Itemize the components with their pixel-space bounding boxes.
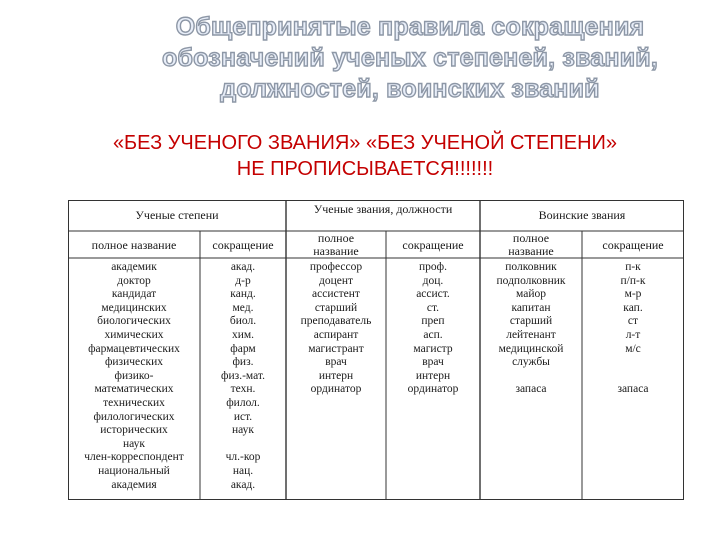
subtitle-line-2: НЕ ПРОПИСЫВАЕТСЯ!!!!!!!	[236, 158, 494, 180]
table-cell: наук	[231, 424, 254, 437]
table-cell: хим.	[231, 328, 255, 341]
military-abbr-column	[582, 261, 684, 397]
table-cell: филол.	[226, 396, 260, 409]
table-cell: преподаватель	[300, 315, 372, 328]
table-cell: магистр	[413, 342, 453, 355]
table-cell	[582, 370, 684, 384]
table-cell: математических	[94, 383, 174, 396]
table-cell: акад.	[230, 261, 256, 273]
subheader-abbr-military: сокращение	[602, 238, 664, 252]
slide-title	[150, 12, 670, 105]
table-cell: технических	[103, 396, 165, 409]
table-cell: преп	[421, 315, 445, 328]
subheader-abbr-degrees: сокращение	[212, 238, 274, 252]
table-cell: врач	[422, 356, 444, 369]
group-header-titles: Ученые звания, должности	[313, 202, 453, 216]
table-cell: химических	[104, 328, 164, 341]
table-cell: ст	[627, 315, 639, 328]
titles-full-column	[286, 261, 386, 397]
table-cell: медицинской	[498, 342, 564, 355]
table-cell: ординатор	[310, 383, 362, 396]
table-cell: проф.	[419, 261, 447, 273]
table-cell: техн.	[230, 383, 256, 396]
table-cell: академик	[111, 261, 157, 273]
table-cell: нац.	[232, 464, 254, 477]
table-cell: академия	[111, 478, 157, 491]
table-cell: врач	[325, 356, 347, 369]
table-cell: медицинских	[101, 301, 167, 314]
table-cell: л-т	[625, 328, 641, 341]
table-cell: старший	[314, 301, 358, 314]
subtitle-line-1: «БЕЗ УЧЕНОГО ЗВАНИЯ» «БЕЗ УЧЕНОЙ СТЕПЕНИ»	[112, 132, 618, 154]
table-cell: фарм	[230, 342, 256, 355]
table-cell: канд.	[230, 288, 256, 301]
table-cell: старший	[509, 315, 553, 328]
group-header-military: Воинские звания	[538, 208, 626, 222]
subheader-full-military: полное название	[508, 231, 554, 258]
subheader-full-degrees: полное название	[91, 238, 177, 252]
table-cell: м/с	[625, 342, 641, 355]
table-cell: капитан	[511, 301, 551, 314]
subheader-abbr-titles: сокращение	[402, 238, 464, 252]
title-line-1: Общепринятые правила сокращения	[175, 13, 645, 41]
table-cell: доктор	[117, 274, 151, 287]
titles-abbr-column	[386, 261, 480, 397]
abbreviation-table	[68, 200, 684, 500]
degrees-abbr-column	[200, 261, 286, 492]
table-cell: биологических	[97, 315, 171, 328]
table-cell: мед.	[232, 301, 254, 314]
table-cell: физических	[104, 356, 164, 369]
table-cell: майор	[516, 288, 546, 301]
table-cell: кап.	[623, 301, 643, 314]
table-cell	[582, 356, 684, 370]
table-cell: исторических	[100, 424, 168, 437]
table-cell: акад.	[230, 478, 256, 491]
table-cell: национальный	[98, 464, 170, 477]
table-cell: магистрант	[308, 342, 364, 355]
table-cell: наук	[122, 437, 145, 450]
table-cell: физ.-мат.	[221, 369, 265, 382]
table-cell: кандидат	[111, 288, 157, 301]
table-cell: полковник	[505, 261, 557, 273]
table-cell: п-к	[625, 261, 641, 273]
table-cell: физ.	[232, 356, 254, 369]
subtitle	[40, 130, 690, 182]
table-cell: доцент	[318, 274, 354, 287]
table-cell: чл.-кор	[225, 451, 261, 464]
table-cell: доц.	[422, 274, 444, 287]
table-cell: службы	[512, 356, 550, 369]
table-cell: п/п-к	[620, 274, 646, 287]
table-cell: профессор	[309, 261, 363, 273]
table-cell: ст.	[426, 301, 440, 314]
table-cell: член-корреспондент	[84, 451, 184, 464]
table-cell	[480, 370, 582, 384]
table-cell: ассист.	[416, 288, 450, 301]
degrees-full-column	[68, 261, 200, 492]
table-cell: лейтенант	[506, 328, 556, 341]
table-cell: подполковник	[496, 274, 566, 287]
subheader-full-titles: полное название	[313, 231, 359, 258]
table-cell: запаса	[515, 383, 547, 396]
table-cell: фармацевтических	[88, 342, 180, 355]
table-cell: ист.	[233, 410, 253, 423]
table-cell: биол.	[229, 315, 257, 328]
title-line-2: обозначений ученых степеней, званий,	[162, 44, 658, 72]
table-cell: филологических	[93, 410, 175, 423]
table-cell: д-р	[235, 274, 251, 287]
table-cell: асп.	[423, 328, 443, 341]
title-line-3: должностей, воинских званий	[220, 75, 600, 103]
group-header-degrees: Ученые степени	[135, 208, 219, 222]
table-cell: ассистент	[312, 288, 360, 301]
table-cell	[200, 438, 286, 452]
table-cell: физико-	[114, 369, 154, 382]
table-cell: запаса	[617, 383, 649, 396]
table-cell: ординатор	[407, 383, 459, 396]
table-cell: аспирант	[313, 328, 359, 341]
table-cell: интерн	[318, 369, 354, 382]
table-cell: интерн	[415, 369, 451, 382]
military-full-column	[480, 261, 582, 397]
table-cell: м-р	[624, 288, 642, 301]
